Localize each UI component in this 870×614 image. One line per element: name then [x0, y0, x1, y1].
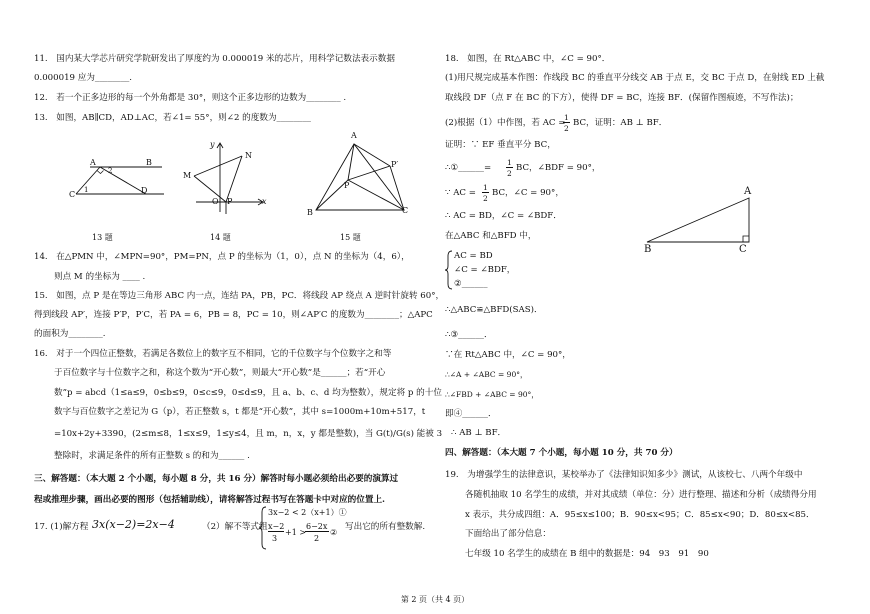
q18-line1: 18. 如图，在 Rt△ABC 中，∠C = 90°． [445, 54, 611, 64]
fig13-caption: 13 题 [92, 233, 113, 242]
q19-line1: 19. 为增强学生的法律意识，某校举办了《法律知识知多少》测试，从该校七、八两个年级中 [445, 470, 803, 480]
q17-equation: 3x(x−2)=2x−4 [92, 518, 175, 531]
proof-brace-line-3: ②______ [454, 279, 488, 289]
q17-ineq2-num1: x−2 [268, 522, 285, 531]
section-3-header-line2: 程或推理步骤，画出必要的图形（包括辅助线），请将解答过程书写在答题卡中对应的位置上. [34, 495, 386, 505]
proof-line-9: ∴∠FBD + ∠ABC = 90°， [445, 390, 539, 399]
proof-brace [445, 250, 453, 290]
triangle-label-A: A [744, 186, 752, 197]
q19-line3: x 表示，共分成四组：A．95≤x≤100；B．90≤x<95；C．85≤x<90；D．80≤x<85． [465, 510, 815, 520]
fig13-label-D: D [141, 186, 148, 195]
q17-ineq2-den2: 2 [314, 534, 320, 543]
proof-line-3: ∴ AC = BD，∠C = ∠BDF． [445, 211, 562, 221]
q12: 12. 若一个正多边形的每一个外角都是 30°，则这个正多边形的边数为________ . [34, 93, 347, 103]
fig15-caption: 15 题 [340, 233, 361, 242]
q15-line3: 的面积为________. [34, 329, 106, 339]
proof-line-8: ∴∠A + ∠ABC = 90°， [445, 370, 528, 379]
q16-line5: =10x+2y+3390，(2≤m≤8，1≤x≤9，1≤y≤4，且 m，n，x，y 都是整数)，当 G(t)/G(s) 能被 3 [54, 429, 443, 439]
fig14-label-M: M [183, 171, 192, 180]
proof-line-2a: ∵ AC = [445, 188, 476, 198]
q15-line2: 得到线段 AP′，连接 P′P，P′C，若 PA = 6，PB = 8，PC = 10，则∠AP′C 的度数为________；△APC [34, 310, 433, 320]
fig15-label-C: C [402, 206, 409, 215]
proof-half-den-1: 2 [507, 169, 512, 178]
section-4-header: 四、解答题：（本大题 7 个小题，每小题 10 分，共 70 分） [445, 448, 678, 458]
proof-line-0: 证明：∵ EF 垂直平分 BC， [445, 140, 556, 150]
q16-line2: 于百位数字与十位数字之和，称这个数为“开心数”，则最大“开心数”是______；若“开心 [54, 368, 386, 378]
fig15-label-P: P [344, 181, 350, 190]
q17-brace [259, 506, 267, 550]
proof-line-1b: BC，∠BDF = 90°， [516, 163, 601, 173]
fig14-label-y: y [210, 140, 215, 149]
q18-triangle [645, 196, 755, 246]
q16-line3: 数”p = abcd（1≤a≤9，0≤b≤9，0≤c≤9，0≤d≤9，且 a、b、c、d 均为整数），规定将 p 的十位 [54, 388, 442, 398]
q17-part2: （2）解不等式组 [202, 522, 268, 532]
proof-line-1a: ∴①______= [445, 163, 492, 173]
q17-inequality-1: 3x−2 < 2（x+1）① [268, 508, 347, 517]
section-3-header-line1: 三、解答题：（本大题 2 个小题，每小题 8 分，共 16 分）解答时每小题必须给出必要的演算过 [34, 474, 399, 484]
proof-line-10: 即④______． [445, 409, 497, 419]
fig15-label-B: B [307, 208, 313, 217]
q17-ineq2-tag: ② [330, 528, 338, 537]
q18-half-num-1: 1 [564, 113, 569, 122]
proof-brace-line-1: AC = BD [454, 251, 493, 261]
proof-line-5: ∴△ABC≌△BFD(SAS)． [445, 305, 543, 315]
proof-half-num-1: 1 [507, 158, 512, 167]
triangle-label-B: B [644, 244, 652, 255]
fig13-angle-2: 2 [108, 167, 113, 175]
q19-line4: 下面给出了部分信息： [465, 529, 551, 539]
fig14-label-P: P [227, 197, 233, 206]
q17-fraction-bar-2 [305, 531, 329, 532]
fig13-angle-1: 1 [84, 186, 89, 194]
q14-line2: 则点 M 的坐标为 ____ . [54, 272, 146, 282]
proof-half-num-2: 1 [483, 183, 488, 192]
q18-line2: (1)用尺规完成基本作图：作线段 BC 的垂直平分线交 AB 于点 E，交 BC 于点 D，在射线 ED 上截 [445, 73, 825, 83]
q15-line1: 15. 如图，点 P 是在等边三角形 ABC 内一点，连结 PA，PB，PC．将线段 AP 绕点 A 逆时针旋转 60°， [34, 291, 445, 301]
q16-line4: 数字与百位数字之差记为 G（p），若正整数 s，t 都是“开心数”，其中 s=1000m+10m+517，t [54, 407, 426, 417]
fig14-label-x: x [262, 197, 267, 206]
q11-line2: 0.000019 应为________. [34, 73, 133, 83]
q17-ineq2-den1: 3 [272, 534, 278, 543]
q17-fraction-bar-1 [268, 531, 284, 532]
fig13-label-B: B [146, 158, 152, 167]
q16-line1: 16. 对于一个四位正整数，若满足各数位上的数字互不相同，它的千位数字与个位数字之和等 [34, 349, 392, 359]
q18-line4a: (2)根据（1）中作图，若 AC = [445, 118, 566, 128]
fig14-label-O: O [212, 197, 219, 206]
fig14-caption: 14 题 [210, 233, 231, 242]
q13: 13. 如图，AB∥CD，AD⊥AC，若∠1= 55°，则∠2 的度数为________ [34, 113, 311, 123]
triangle-label-C: C [739, 244, 747, 255]
q17-part1: 17. (1)解方程 [34, 522, 89, 532]
page-footer: 第 2 页（共 4 页） [400, 595, 470, 604]
fig13-label-C: C [69, 190, 76, 199]
figure-15 [310, 140, 410, 215]
proof-line-7: ∵在 Rt△ABC 中，∠C = 90°， [445, 350, 571, 360]
q17-ineq2-num2: 6−2x [306, 522, 328, 531]
q16-line6: 整除时，求满足条件的所有正整数 s 的和为______ . [54, 451, 250, 461]
proof-brace-line-2: ∠C = ∠BDF， [454, 265, 516, 275]
q18-line3: 取线段 DF（点 F 在 BC 的下方），使得 DF = BC，连接 BF．(保留作图痕迹，不写作法)； [445, 93, 799, 103]
q14-line1: 14. 在△PMN 中，∠MPN=90°，PM=PN，点 P 的坐标为（1，0），点 N 的坐标为（4，6）， [34, 252, 410, 262]
fig15-label-P-prime: P′ [391, 160, 399, 169]
q19-line2: 各随机抽取 10 名学生的成绩，并对其成绩（单位：分）进行整理、描述和分析（成绩得分用 [465, 490, 817, 500]
proof-line-6: ∴③______． [445, 330, 493, 340]
fig14-label-N: N [245, 151, 252, 160]
fig13-label-A: A [90, 158, 96, 167]
q17-tail: 写出它的所有整数解. [345, 522, 426, 532]
q18-line4b: BC，证明：AB ⊥ BF． [573, 118, 668, 128]
proof-line-11: ∴ AB ⊥ BF． [451, 428, 507, 438]
proof-line-4: 在△ABC 和△BFD 中， [445, 231, 537, 241]
q18-half-den-1: 2 [564, 124, 569, 133]
q17-ineq2-mid: +1 > [285, 528, 307, 537]
q11-line1: 11. 国内某大学芯片研究学院研发出了厚度约为 0.000019 米的芯片，用科学记数法表示数据 [34, 54, 395, 64]
proof-half-den-2: 2 [483, 194, 488, 203]
fig15-label-A: A [351, 131, 357, 140]
proof-line-2b: BC，∠C = 90°， [492, 188, 564, 198]
q19-line5: 七年级 10 名学生的成绩在 B 组中的数据是：94 93 91 90 [465, 549, 709, 559]
